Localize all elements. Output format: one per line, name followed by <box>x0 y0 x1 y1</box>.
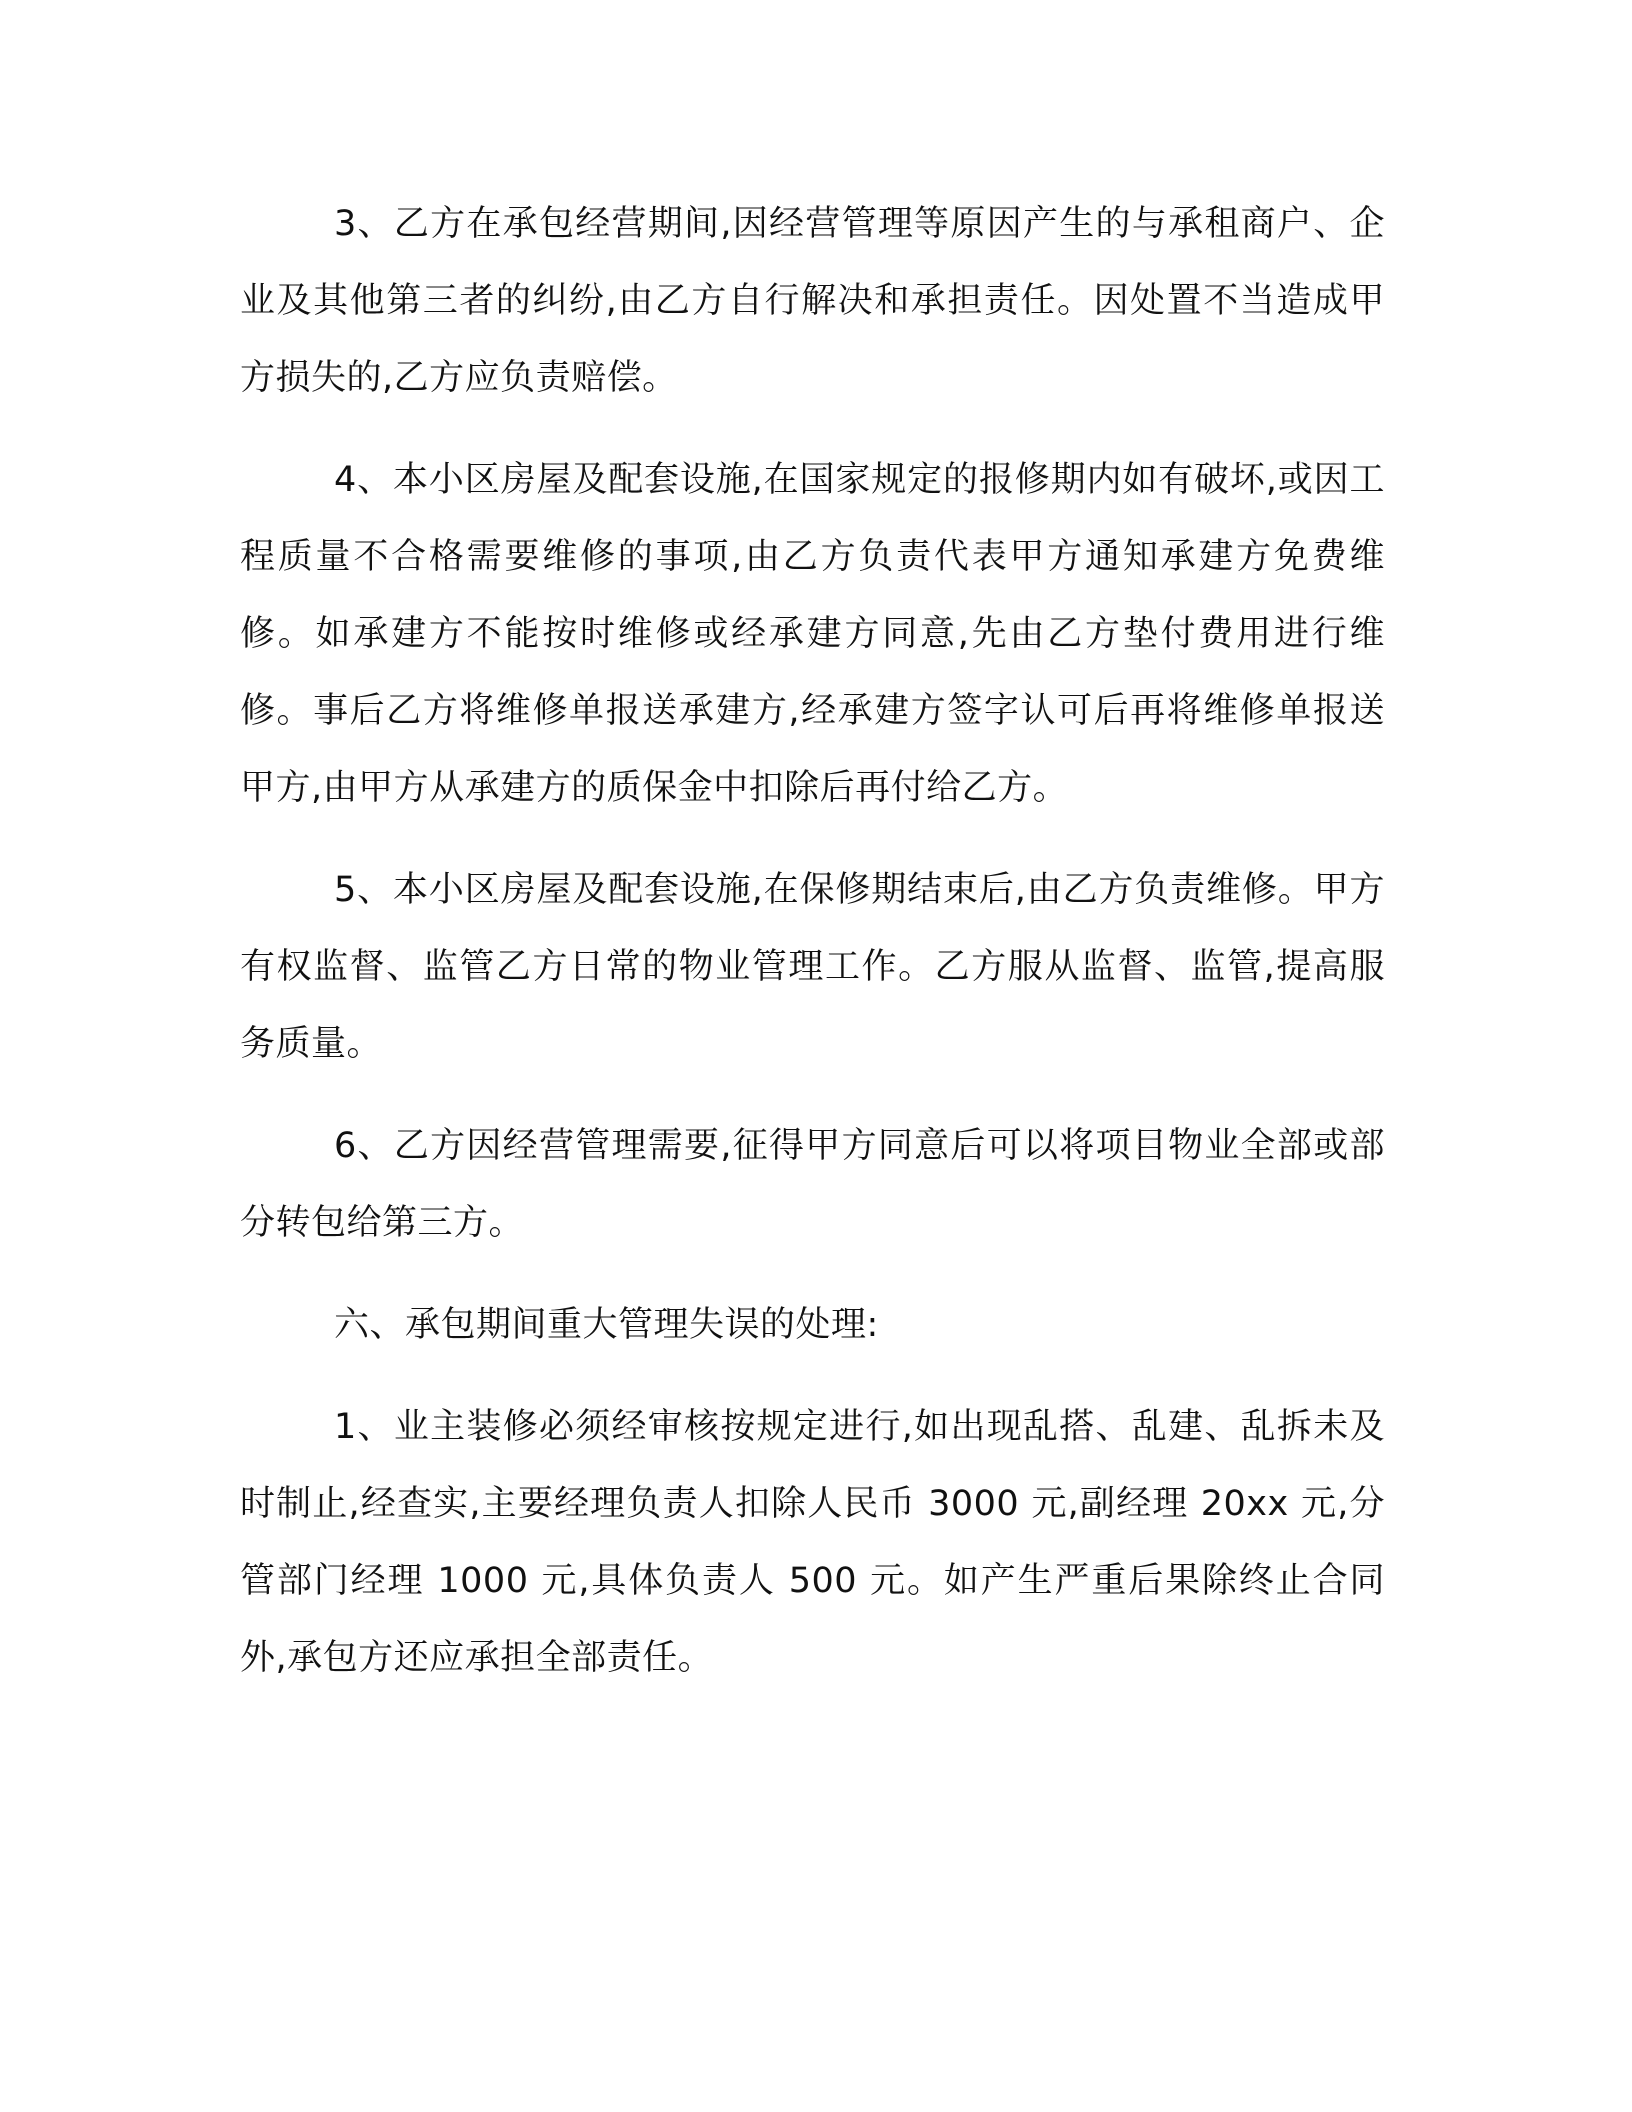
document-body <box>240 186 1385 1722</box>
paragraph-clause-5: 5、本小区房屋及配套设施,在保修期结束后,由乙方负责维修。甲方有权监督、监管乙方日常的物业管理工作。乙方服从监督、监管,提高服务质量。 <box>240 870 1385 1064</box>
paragraph-clause-3: 3、乙方在承包经营期间,因经营管理等原因产生的与承租商户、企业及其他第三者的纠纷,由乙方自行解决和承担责任。因处置不当造成甲方损失的,乙方应负责赔偿。 <box>240 204 1385 398</box>
section-heading-6: 六、承包期间重大管理失误的处理: <box>334 1305 879 1345</box>
paragraph-clause-6: 6、乙方因经营管理需要,征得甲方同意后可以将项目物业全部或部分转包给第三方。 <box>240 1126 1385 1243</box>
paragraph-section-6-clause-1: 1、业主装修必须经审核按规定进行,如出现乱搭、乱建、乱拆未及时制止,经查实,主要经理负责人扣除人民币 3000 元,副经理 20xx 元,分管部门经理 1000 元,具体负责人 500 元。如产生严重后果除终止合同外,承包方还应承担全部责任。 <box>240 1407 1385 1678</box>
paragraph-clause-4: 4、本小区房屋及配套设施,在国家规定的报修期内如有破坏,或因工程质量不合格需要维修的事项,由乙方负责代表甲方通知承建方免费维修。如承建方不能按时维修或经承建方同意,先由乙方垫付费用进行维修。事后乙方将维修单报送承建方,经承建方签字认可后再将维修单报送甲方,由甲方从承建方的质保金中扣除后再付给乙方。 <box>240 460 1385 808</box>
